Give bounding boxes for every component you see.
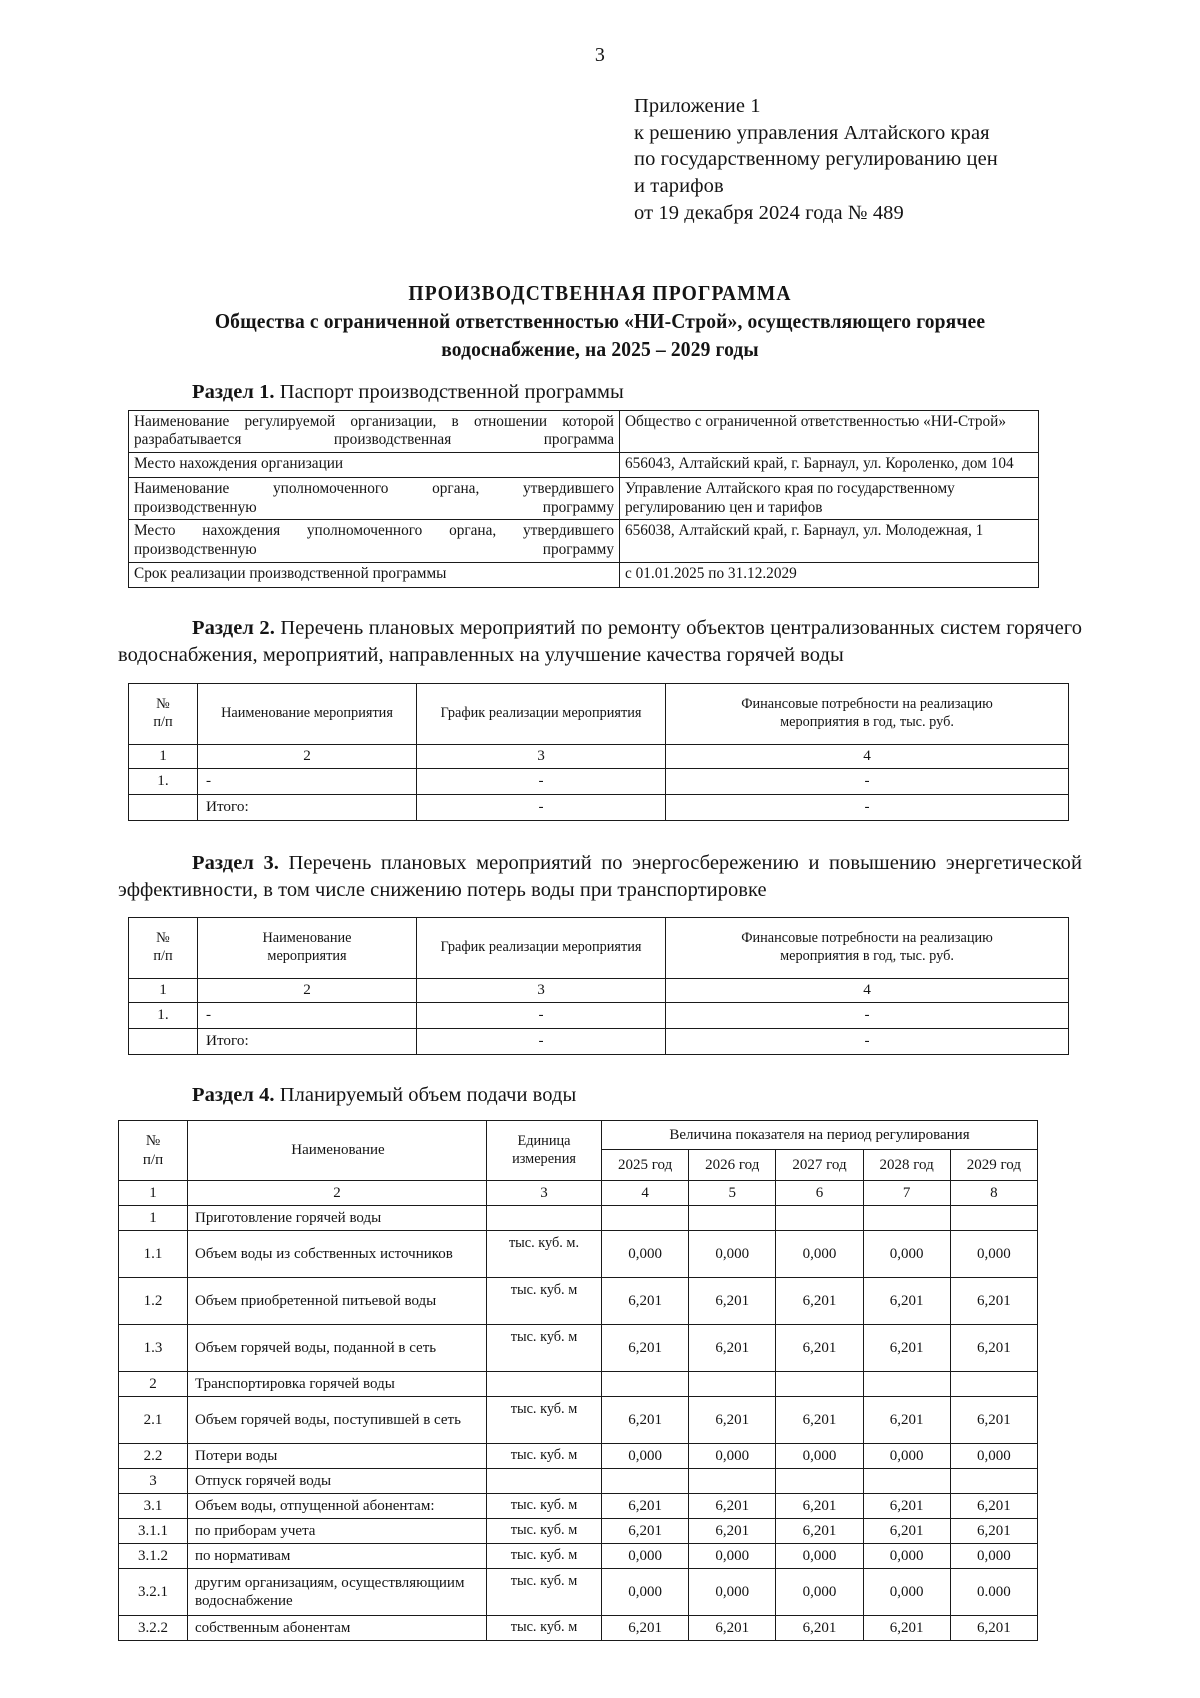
row-unit: тыс. куб. м: [487, 1278, 602, 1325]
passport-key: Место нахождения уполномоченного органа, утвердившего производственную программу: [129, 520, 620, 562]
column-header-name-line1: Наименование: [262, 930, 352, 947]
column-header-np-line1: №: [145, 1133, 161, 1150]
row-name: другим организациям, осуществляющиим водоснабжение: [188, 1569, 487, 1616]
col-number: 4: [602, 1181, 689, 1206]
passport-key: Срок реализации производственной программы: [129, 562, 620, 587]
document-title-line-1: ПРОИЗВОДСТВЕННАЯ ПРОГРАММА: [408, 281, 792, 306]
section-3-number: Раздел 3.: [192, 851, 279, 874]
row-unit: тыс. куб. м: [487, 1444, 602, 1469]
row-np: 1.1: [119, 1231, 188, 1278]
row-np: 1: [119, 1206, 188, 1231]
row-value: 6,201: [602, 1494, 689, 1519]
col-number: 2: [188, 1181, 487, 1206]
row-value: 6,201: [602, 1616, 689, 1641]
table-row: [129, 410, 1039, 452]
row-schedule: -: [417, 768, 666, 794]
row-np: 2.1: [119, 1397, 188, 1444]
row-finance: -: [666, 1028, 1069, 1054]
table-row: [119, 1494, 1038, 1519]
section-1-number: Раздел 1.: [192, 381, 275, 404]
section-4-number: Раздел 4.: [192, 1083, 275, 1106]
row-value: 0.000: [950, 1569, 1037, 1616]
row-value: 6,201: [776, 1616, 863, 1641]
table-header-row: [129, 683, 1069, 744]
row-value: [950, 1206, 1037, 1231]
row-unit: тыс. куб. м: [487, 1325, 602, 1372]
row-unit: тыс. куб. м: [487, 1544, 602, 1569]
col-number: 4: [666, 744, 1069, 768]
passport-table: [128, 410, 1039, 588]
column-header-np-line2: п/п: [142, 1151, 164, 1168]
row-value: 6,201: [950, 1325, 1037, 1372]
row-value: [776, 1372, 863, 1397]
column-header-name: [198, 917, 417, 978]
row-value: [689, 1469, 776, 1494]
row-value: 6,201: [689, 1278, 776, 1325]
row-unit: тыс. куб. м: [487, 1397, 602, 1444]
row-unit: тыс. куб. м: [487, 1519, 602, 1544]
row-value: 0,000: [689, 1231, 776, 1278]
table-row: [129, 562, 1039, 587]
row-value: 6,201: [950, 1494, 1037, 1519]
table-row: [119, 1397, 1038, 1444]
row-name: Объем горячей воды, поданной в сеть: [188, 1325, 487, 1372]
column-header-finance-line2: мероприятия в год, тыс. руб.: [780, 947, 954, 964]
table-row: [119, 1616, 1038, 1641]
row-np: 1.2: [119, 1278, 188, 1325]
row-value: 6,201: [950, 1397, 1037, 1444]
table-column-number-row: [119, 1181, 1038, 1206]
table-row: [119, 1469, 1038, 1494]
row-unit: [487, 1206, 602, 1231]
column-header-np: [129, 917, 198, 978]
column-header-period: Величина показателя на период регулирования: [602, 1121, 1038, 1150]
table-row: [129, 768, 1069, 794]
col-number: 5: [689, 1181, 776, 1206]
column-header-unit: [487, 1121, 602, 1181]
row-finance: -: [666, 768, 1069, 794]
row-value: [950, 1372, 1037, 1397]
row-unit: тыс. куб. м.: [487, 1231, 602, 1278]
column-header-year: 2028 год: [863, 1150, 950, 1181]
row-np: 3.1: [119, 1494, 188, 1519]
row-value: [863, 1206, 950, 1231]
row-np: 3: [119, 1469, 188, 1494]
column-header-finance-line1: Финансовые потребности на реализацию: [741, 930, 993, 947]
table-row: [119, 1325, 1038, 1372]
passport-value: с 01.01.2025 по 31.12.2029: [620, 562, 1039, 587]
column-header-finance-line2: мероприятия в год, тыс. руб.: [780, 713, 954, 730]
row-value: [776, 1469, 863, 1494]
row-name: собственным абонентам: [188, 1616, 487, 1641]
energy-saving-measures-table: [128, 917, 1069, 1055]
row-np: 2: [119, 1372, 188, 1397]
row-value: 6,201: [602, 1519, 689, 1544]
column-header-name-line2: мероприятия: [267, 947, 347, 964]
table-column-number-row: [129, 978, 1069, 1002]
row-value: 0,000: [602, 1569, 689, 1616]
row-name: Объем воды из собственных источников: [188, 1231, 487, 1278]
row-value: 0,000: [950, 1231, 1037, 1278]
column-header-finance: [666, 683, 1069, 744]
row-value: [689, 1372, 776, 1397]
row-name: по нормативам: [188, 1544, 487, 1569]
row-value: 0,000: [689, 1444, 776, 1469]
row-value: 0,000: [863, 1231, 950, 1278]
row-name: Транспортировка горячей воды: [188, 1372, 487, 1397]
row-value: 0,000: [602, 1544, 689, 1569]
table-row: [119, 1278, 1038, 1325]
col-number: 2: [198, 978, 417, 1002]
document-title-line-2: Общества с ограниченной ответственностью «НИ-Строй», осуществляющего горячее: [214, 308, 986, 333]
row-np: 1.: [129, 1002, 198, 1028]
row-value: 0,000: [689, 1569, 776, 1616]
row-np: 1.: [129, 768, 198, 794]
row-value: 6,201: [950, 1519, 1037, 1544]
row-value: 0,000: [863, 1544, 950, 1569]
table-row-total: [129, 794, 1069, 820]
row-value: 6,201: [602, 1325, 689, 1372]
section-4-heading: [192, 1082, 1082, 1109]
row-value: 6,201: [776, 1519, 863, 1544]
col-number: 8: [950, 1181, 1037, 1206]
row-value: [602, 1469, 689, 1494]
row-value: 6,201: [863, 1494, 950, 1519]
row-value: 0,000: [863, 1444, 950, 1469]
column-header-np-line1: №: [156, 696, 170, 713]
table-row: [129, 1002, 1069, 1028]
row-value: 0,000: [602, 1444, 689, 1469]
row-value: 6,201: [863, 1519, 950, 1544]
row-value: 6,201: [863, 1325, 950, 1372]
col-number: 7: [863, 1181, 950, 1206]
section-2-number: Раздел 2.: [192, 616, 275, 639]
section-3-heading: [118, 850, 1082, 905]
row-value: 6,201: [689, 1494, 776, 1519]
table-row: [119, 1231, 1038, 1278]
row-unit: тыс. куб. м: [487, 1569, 602, 1616]
col-number: 3: [417, 744, 666, 768]
table-row: [119, 1544, 1038, 1569]
appendix-block: [634, 93, 1082, 226]
row-unit: тыс. куб. м: [487, 1494, 602, 1519]
passport-value: 656043, Алтайский край, г. Барнаул, ул. Короленко, дом 104: [620, 453, 1039, 478]
row-value: 6,201: [950, 1278, 1037, 1325]
row-schedule: -: [417, 794, 666, 820]
column-header-unit-line2: измерения: [512, 1150, 576, 1167]
row-value: 0,000: [602, 1231, 689, 1278]
row-value: [776, 1206, 863, 1231]
row-name: Итого:: [198, 794, 417, 820]
row-name: Потери воды: [188, 1444, 487, 1469]
passport-value: Управление Алтайского края по государственному регулированию цен и тарифов: [620, 478, 1039, 520]
row-value: 0,000: [776, 1231, 863, 1278]
column-header-np: [119, 1121, 188, 1181]
row-value: 6,201: [689, 1397, 776, 1444]
section-4-title: Планируемый объем подачи воды: [274, 1083, 577, 1106]
column-header-np: [129, 683, 198, 744]
row-name: Итого:: [198, 1028, 417, 1054]
passport-key: Наименование уполномоченного органа, утвердившего производственную программу: [129, 478, 620, 520]
column-header-unit-line1: Единица: [517, 1133, 571, 1150]
table-row: [119, 1372, 1038, 1397]
row-name: Отпуск горячей воды: [188, 1469, 487, 1494]
row-value: 6,201: [950, 1616, 1037, 1641]
appendix-line-1: Приложение 1: [634, 95, 761, 117]
row-value: 6,201: [776, 1397, 863, 1444]
column-header-finance: [666, 917, 1069, 978]
row-value: 6,201: [602, 1278, 689, 1325]
table-row-total: [129, 1028, 1069, 1054]
section-2-heading: [118, 615, 1082, 670]
row-np: [129, 794, 198, 820]
col-number: 3: [417, 978, 666, 1002]
row-np: 3.2.1: [119, 1569, 188, 1616]
row-np: 3.1.1: [119, 1519, 188, 1544]
section-1-title: Паспорт производственной программы: [274, 381, 624, 404]
row-value: 6,201: [689, 1325, 776, 1372]
row-value: 0,000: [776, 1444, 863, 1469]
row-value: [863, 1469, 950, 1494]
column-header-np-line1: №: [156, 930, 170, 947]
table-header-row: [129, 917, 1069, 978]
row-name: -: [198, 768, 417, 794]
column-header-year: 2029 год: [950, 1150, 1037, 1181]
column-header-schedule: График реализации мероприятия: [417, 683, 666, 744]
row-name: -: [198, 1002, 417, 1028]
column-header-name: Наименование: [188, 1121, 487, 1181]
section-3-title: Перечень плановых мероприятий по энергосбережению и повышению энергетической эффективности, в том числе снижению потерь воды при транспортировке: [118, 851, 1082, 902]
col-number: 1: [129, 978, 198, 1002]
row-value: 0,000: [689, 1544, 776, 1569]
column-header-year: 2027 год: [776, 1150, 863, 1181]
passport-value: Общество с ограниченной ответственностью «НИ-Строй»: [620, 410, 1039, 452]
row-unit: тыс. куб. м: [487, 1616, 602, 1641]
row-value: [602, 1372, 689, 1397]
row-unit: [487, 1469, 602, 1494]
row-value: [602, 1206, 689, 1231]
appendix-line-4: и тарифов: [634, 174, 724, 197]
col-number: 1: [129, 744, 198, 768]
row-finance: -: [666, 794, 1069, 820]
col-number: 6: [776, 1181, 863, 1206]
row-name: Объем горячей воды, поступившей в сеть: [188, 1397, 487, 1444]
row-schedule: -: [417, 1028, 666, 1054]
appendix-line-5: от 19 декабря 2024 года № 489: [634, 201, 904, 224]
row-value: 6,201: [863, 1278, 950, 1325]
table-row: [119, 1206, 1038, 1231]
water-volume-table: [118, 1120, 1038, 1641]
row-name: Объем приобретенной питьевой воды: [188, 1278, 487, 1325]
column-header-year: 2025 год: [602, 1150, 689, 1181]
table-row: [119, 1444, 1038, 1469]
column-header-name: Наименование мероприятия: [198, 683, 417, 744]
table-header-row: [119, 1121, 1038, 1150]
row-value: 6,201: [776, 1325, 863, 1372]
row-value: 6,201: [776, 1494, 863, 1519]
col-number: 4: [666, 978, 1069, 1002]
column-header-np-line2: п/п: [153, 713, 173, 730]
column-header-finance-line1: Финансовые потребности на реализацию: [741, 696, 993, 713]
table-row: [129, 478, 1039, 520]
passport-key: Место нахождения организации: [129, 453, 620, 478]
row-schedule: -: [417, 1002, 666, 1028]
appendix-line-2: к решению управления Алтайского края: [634, 121, 990, 144]
row-value: 0,000: [863, 1569, 950, 1616]
row-unit: [487, 1372, 602, 1397]
row-np: 3.1.2: [119, 1544, 188, 1569]
row-value: 6,201: [776, 1278, 863, 1325]
column-header-schedule: График реализации мероприятия: [417, 917, 666, 978]
row-np: 1.3: [119, 1325, 188, 1372]
table-column-number-row: [129, 744, 1069, 768]
repair-measures-table: [128, 683, 1069, 821]
row-value: 6,201: [602, 1397, 689, 1444]
document-title-line-3: водоснабжение, на 2025 – 2029 годы: [441, 336, 759, 361]
row-value: 0,000: [950, 1444, 1037, 1469]
appendix-line-3: по государственному регулированию цен: [634, 148, 998, 171]
row-np: 3.2.2: [119, 1616, 188, 1641]
table-row: [119, 1519, 1038, 1544]
passport-value: 656038, Алтайский край, г. Барнаул, ул. Молодежная, 1: [620, 520, 1039, 562]
column-header-year: 2026 год: [689, 1150, 776, 1181]
row-value: 6,201: [689, 1519, 776, 1544]
row-np: [129, 1028, 198, 1054]
row-name: Приготовление горячей воды: [188, 1206, 487, 1231]
row-np: 2.2: [119, 1444, 188, 1469]
section-2-title: Перечень плановых мероприятий по ремонту объектов централизованных систем горячего водоснабжения, мероприятий, направленных на улучшение качества горячей воды: [118, 616, 1083, 667]
col-number: 1: [119, 1181, 188, 1206]
row-value: [950, 1469, 1037, 1494]
row-value: [689, 1206, 776, 1231]
table-row: [129, 520, 1039, 562]
document-title: [152, 280, 1049, 363]
row-value: 6,201: [689, 1616, 776, 1641]
row-value: [863, 1372, 950, 1397]
row-value: 0,000: [776, 1544, 863, 1569]
row-value: 6,201: [863, 1397, 950, 1444]
table-row: [129, 453, 1039, 478]
row-value: 0,000: [950, 1544, 1037, 1569]
page-number: 3: [594, 44, 606, 66]
row-name: Объем воды, отпущенной абонентам:: [188, 1494, 487, 1519]
col-number: 2: [198, 744, 417, 768]
table-row: [119, 1569, 1038, 1616]
passport-key: Наименование регулируемой организации, в отношении которой разрабатывается производственная программа: [129, 410, 620, 452]
section-1-heading: [192, 379, 1082, 406]
column-header-np-line2: п/п: [153, 947, 173, 964]
row-finance: -: [666, 1002, 1069, 1028]
row-value: 6,201: [863, 1616, 950, 1641]
row-value: 0,000: [776, 1569, 863, 1616]
row-name: по приборам учета: [188, 1519, 487, 1544]
col-number: 3: [487, 1181, 602, 1206]
